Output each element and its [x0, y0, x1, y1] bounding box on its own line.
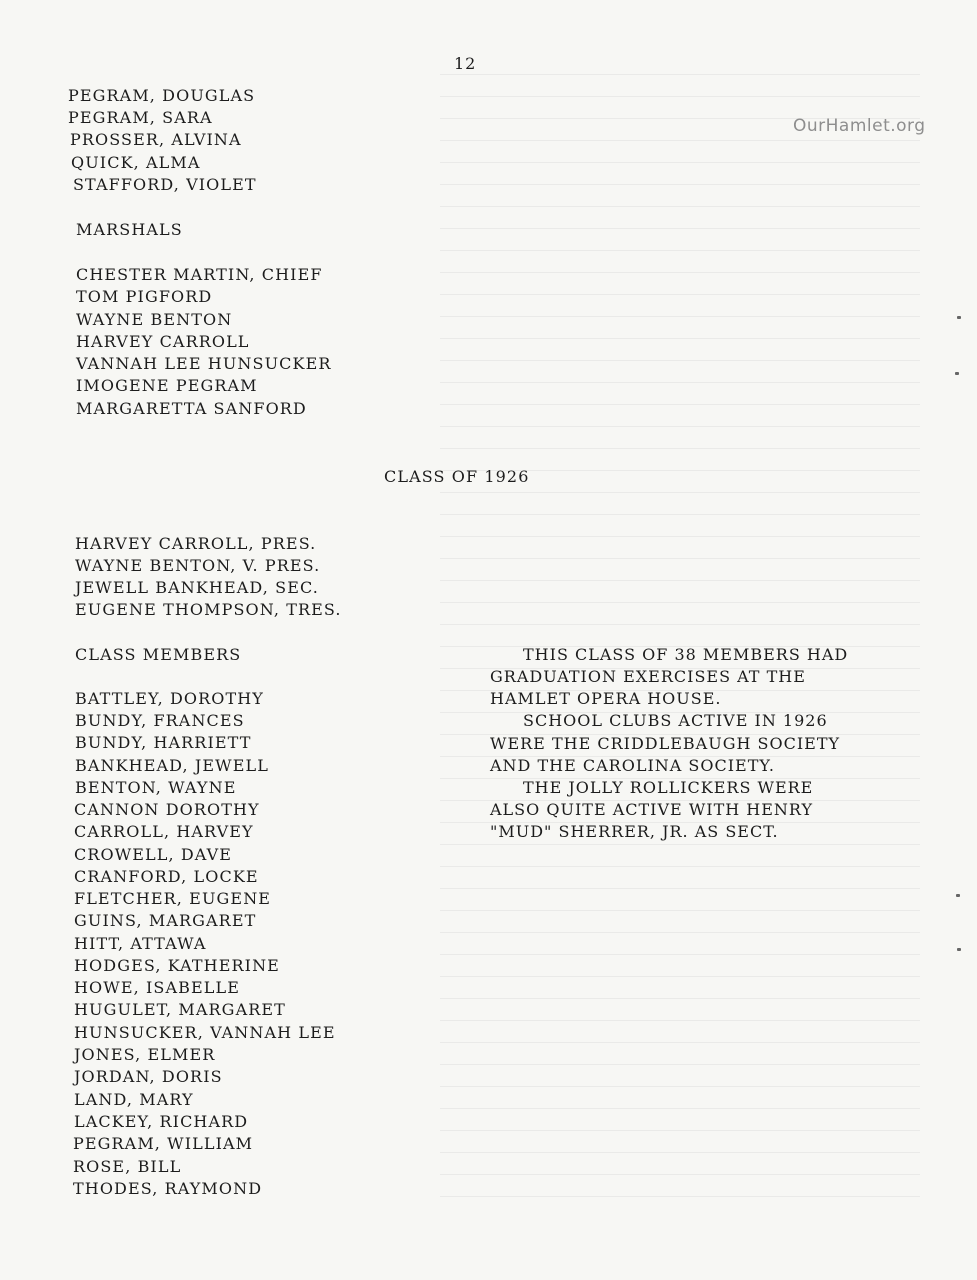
class-title: CLASS OF 1926	[384, 467, 530, 486]
list-item: MARGARETTA SANFORD	[76, 399, 307, 418]
note-line: THIS CLASS OF 38 MEMBERS HAD	[523, 645, 849, 664]
list-item: FLETCHER, EUGENE	[74, 889, 272, 908]
list-item: HODGES, KATHERINE	[74, 956, 280, 975]
list-item: PEGRAM, SARA	[68, 108, 213, 127]
note-line: HAMLET OPERA HOUSE.	[490, 689, 722, 708]
list-item: CRANFORD, LOCKE	[74, 867, 259, 886]
note-line: AND THE CAROLINA SOCIETY.	[490, 756, 775, 775]
list-item: BENTON, WAYNE	[75, 778, 237, 797]
note-line: ALSO QUITE ACTIVE WITH HENRY	[490, 800, 814, 819]
note-line: THE JOLLY ROLLICKERS WERE	[523, 778, 814, 797]
list-item: STAFFORD, VIOLET	[73, 175, 257, 194]
officer-item: WAYNE BENTON, V. PRES.	[75, 556, 321, 575]
list-item: HITT, ATTAWA	[74, 934, 207, 953]
note-line: "MUD" SHERRER, JR. AS SECT.	[490, 822, 779, 841]
list-item: CROWELL, DAVE	[74, 845, 233, 864]
list-item: CHESTER MARTIN, CHIEF	[76, 265, 323, 284]
list-item: BATTLEY, DOROTHY	[75, 689, 264, 708]
list-item: THODES, RAYMOND	[73, 1179, 263, 1198]
list-item: LACKEY, RICHARD	[74, 1112, 249, 1131]
watermark: OurHamlet.org	[793, 116, 926, 136]
note-line: WERE THE CRIDDLEBAUGH SOCIETY	[490, 734, 841, 753]
list-item: PEGRAM, WILLIAM	[73, 1134, 254, 1153]
officer-item: EUGENE THOMPSON, TRES.	[75, 600, 342, 619]
list-item: TOM PIGFORD	[76, 287, 213, 306]
officer-item: HARVEY CARROLL, PRES.	[75, 534, 317, 553]
page-number: 12	[454, 54, 477, 73]
list-item: PROSSER, ALVINA	[70, 130, 242, 149]
note-line: GRADUATION EXERCISES AT THE	[490, 667, 806, 686]
scan-speck	[957, 948, 961, 951]
list-item: BANKHEAD, JEWELL	[75, 756, 269, 775]
list-item: GUINS, MARGARET	[74, 911, 257, 930]
list-item: HOWE, ISABELLE	[74, 978, 240, 997]
scan-speck	[955, 372, 959, 375]
scan-speck	[957, 316, 961, 319]
officer-item: JEWELL BANKHEAD, SEC.	[75, 578, 319, 597]
list-item: HARVEY CARROLL	[76, 332, 250, 351]
list-item: JONES, ELMER	[74, 1045, 216, 1064]
section-heading-class-members: CLASS MEMBERS	[75, 645, 242, 664]
list-item: BUNDY, FRANCES	[75, 711, 245, 730]
list-item: IMOGENE PEGRAM	[76, 376, 258, 395]
scan-speck	[956, 894, 960, 897]
list-item: HUNSUCKER, VANNAH LEE	[74, 1023, 336, 1042]
list-item: HUGULET, MARGARET	[74, 1000, 286, 1019]
list-item: LAND, MARY	[74, 1090, 194, 1109]
section-heading-marshals: MARSHALS	[76, 220, 183, 239]
list-item: WAYNE BENTON	[76, 310, 233, 329]
list-item: PEGRAM, DOUGLAS	[68, 86, 256, 105]
list-item: CARROLL, HARVEY	[74, 822, 254, 841]
list-item: JORDAN, DORIS	[74, 1067, 223, 1086]
list-item: CANNON DOROTHY	[74, 800, 260, 819]
list-item: QUICK, ALMA	[71, 153, 201, 172]
list-item: ROSE, BILL	[73, 1157, 182, 1176]
list-item: BUNDY, HARRIETT	[75, 733, 252, 752]
bleed-through-text	[440, 60, 920, 1200]
note-line: SCHOOL CLUBS ACTIVE IN 1926	[523, 711, 828, 730]
list-item: VANNAH LEE HUNSUCKER	[76, 354, 332, 373]
